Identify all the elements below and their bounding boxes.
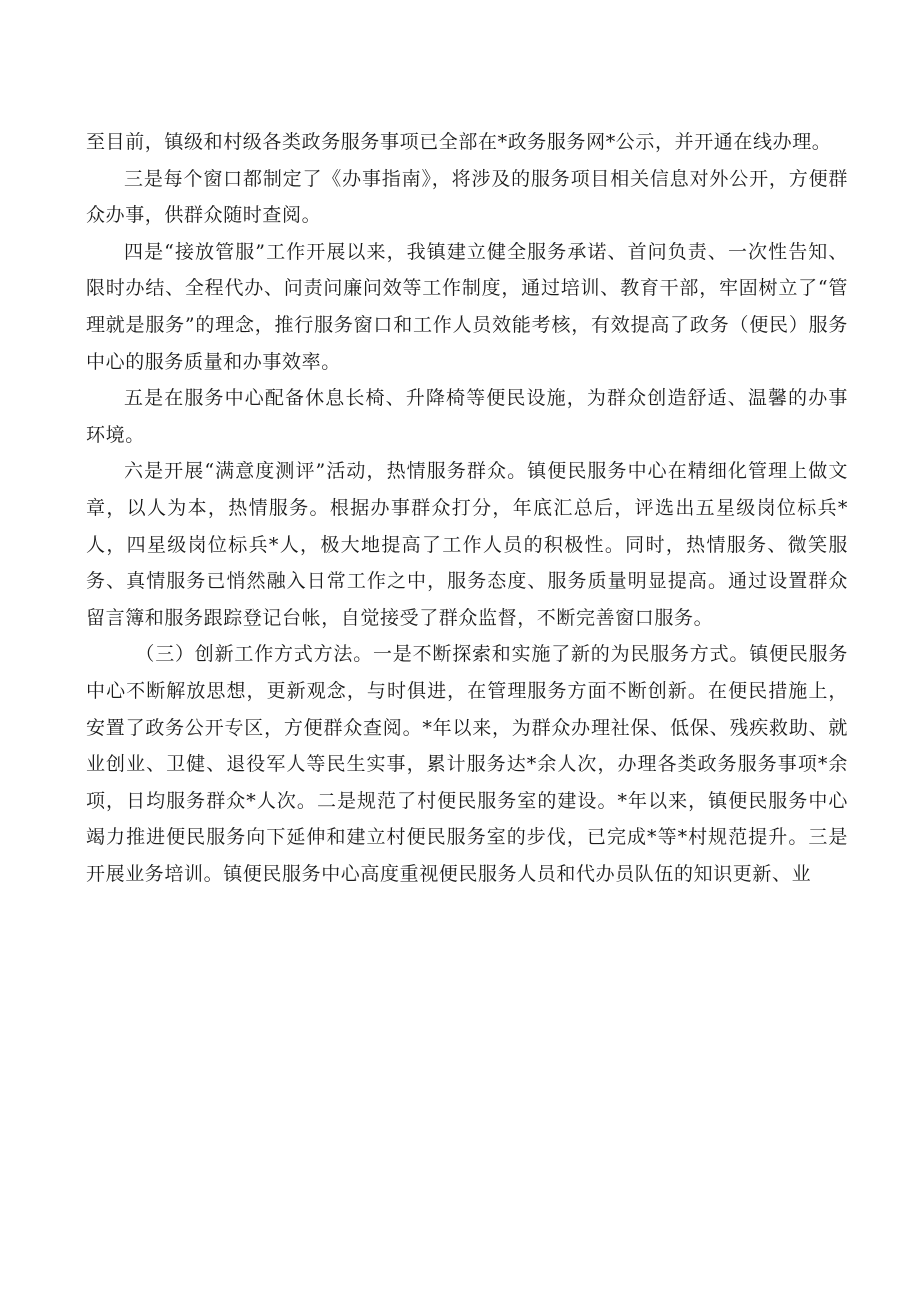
paragraph-innovation: （三）创新工作方式方法。一是不断探索和实施了新的为民服务方式。镇便民服务中心不断解放思想，更新观念，与时俱进，在管理服务方面不断创新。在便民措施上，安置了政务公开专区，方便群众查阅。*年以来，为群众办理社保、低保、残疾救助、就业创业、卫健、退役军人等民生实事，累计服务达*余人次，办理各类政务服务事项*余项，日均服务群众*人次。二是规范了村便民服务室的建设。*年以来，镇便民服务中心竭力推进便民服务向下延伸和建立村便民服务室的步伐，已完成*等*村规范提升。三是开展业务培训。镇便民服务中心高度重视便民服务人员和代办员队伍的知识更新、业 [86, 643, 848, 885]
paragraph-system: 四是“接放管服”工作开展以来，我镇建立健全服务承诺、首问负责、一次性告知、限时办结、全程代办、问责问廉问效等工作制度，通过培训、教育干部，牢固树立了“管理就是服务”的理念，推行服务窗口和工作人员效能考核，有效提高了政务（便民）服务中心的服务质量和办事效率。 [86, 240, 848, 373]
paragraph-guide: 三是每个窗口都制定了《办事指南》，将涉及的服务项目相关信息对外公开，方便群众办事，供群众随时查阅。 [86, 167, 848, 227]
paragraph-satisfaction: 六是开展“满意度测评”活动，热情服务群众。镇便民服务中心在精细化管理上做文章，以人为本，热情服务。根据办事群众打分，年底汇总后，评选出五星级岗位标兵*人，四星级岗位标兵*人，极大地提高了工作人员的积极性。同时，热情服务、微笑服务、真情服务已悄然融入日常工作之中，服务态度、服务质量明显提高。通过设置群众留言簿和服务跟踪登记台帐，自觉接受了群众监督，不断完善窗口服务。 [86, 460, 848, 629]
paragraph-continuation: 至目前，镇级和村级各类政务服务事项已全部在*政务服务网*公示，并开通在线办理。 [86, 131, 832, 153]
document-body [86, 124, 848, 892]
paragraph-facilities: 五是在服务中心配备休息长椅、升降椅等便民设施，为群众创造舒适、温馨的办事环境。 [86, 387, 848, 446]
